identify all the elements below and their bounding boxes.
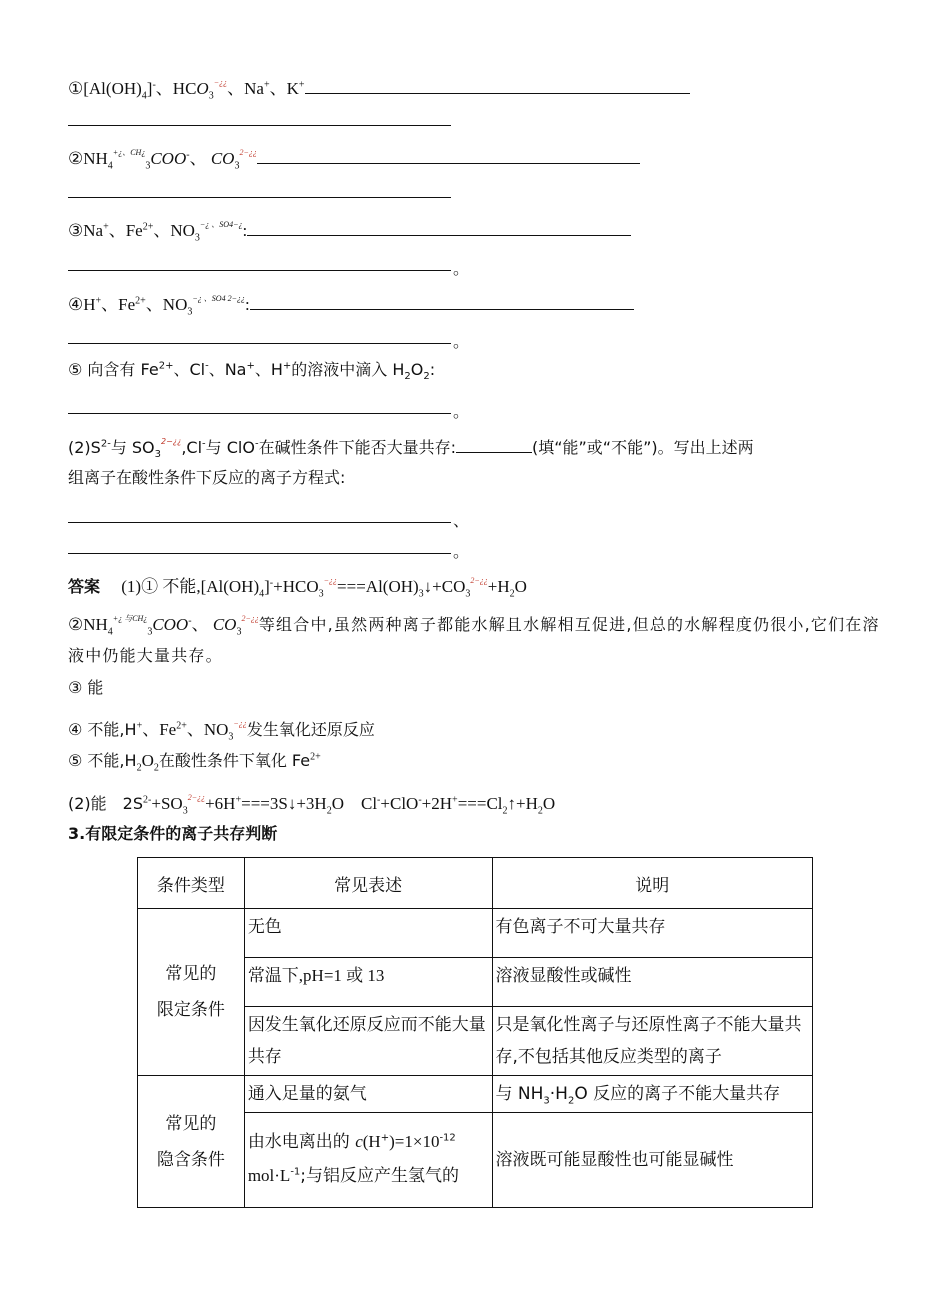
q1-answer-blank[interactable] (305, 79, 690, 94)
header-condition-type: 条件类型 (138, 858, 245, 909)
answer-6-j: O (542, 794, 556, 813)
q2-sub4: 4 (107, 160, 113, 172)
row5-sup1: + (380, 1132, 390, 1144)
answer-5-sub1: 2 (136, 762, 142, 774)
q2-ch-sup: CH¿ (130, 148, 146, 157)
row5-sup3: -1 (290, 1166, 301, 1178)
row5-note: 溶液既可能显酸性也可能显碱性 (492, 1113, 813, 1208)
answer-1-d: ===Al(OH) (337, 577, 419, 596)
q3-colon: : (242, 221, 248, 240)
question-3 (68, 214, 631, 242)
part2-period: 。 (453, 544, 470, 561)
group-hidden-conditions (138, 1076, 245, 1208)
answer-4 (68, 713, 375, 741)
answer-1-f: +H (487, 577, 510, 596)
row5-expr-e: ;与铝反应产生氢气的 (300, 1166, 460, 1186)
part2-clo-sup: - (254, 438, 259, 450)
q1-na-plus: + (263, 79, 270, 91)
answer-1-c: +HCO (273, 577, 319, 596)
section-3-title: 3.有限定条件的离子共存判断 (68, 824, 278, 843)
answer-4-a: ④ 不能,H (68, 720, 137, 739)
q5-cl: 、Cl (173, 360, 206, 379)
answer-6-sub2: 2 (326, 805, 332, 817)
q1-hco: 、HC (155, 79, 197, 98)
row4-note (492, 1076, 813, 1113)
q5-rest: 的溶液中滴入 H (291, 360, 405, 379)
answer-5-sub2: 2 (153, 762, 159, 774)
q4-text: ④H (68, 295, 96, 314)
answer-1-e: ↓+CO (423, 577, 466, 596)
answer-6-i: ↑+H (507, 794, 538, 813)
q4-sub3: 3 (187, 306, 193, 318)
conditions-table (137, 857, 813, 1208)
part2-equation-line-1[interactable] (68, 522, 451, 523)
part2-text-d: 与 ClO (205, 438, 255, 457)
group1-line2: 限定条件 (156, 1000, 225, 1020)
answer-4-sup1: + (136, 720, 143, 732)
row4-sub2: 2 (567, 1095, 575, 1107)
q5-period: 。 (453, 404, 470, 421)
answer-6-c: +6H (205, 794, 236, 813)
q1-minus: - (152, 79, 156, 91)
answer-6-sub2b: 2 (502, 805, 508, 817)
q5-answer-line[interactable] (68, 413, 451, 414)
row2-expression-text: 常温下,pH=1 或 13 (247, 966, 385, 985)
answer-5-sup: 2+ (310, 751, 321, 763)
q3-sub3: 3 (194, 232, 200, 244)
table-header-row (138, 858, 813, 909)
answer-4-c: 、NO (186, 720, 229, 739)
q4-sup: −¿ 、SO (192, 294, 222, 303)
row4-note-c: O 反应的离子不能大量共存 (574, 1084, 781, 1104)
row4-note-b: ·H (549, 1084, 568, 1104)
row5-expr-c: )=1×10 (389, 1132, 440, 1151)
answer-label: 答案 (68, 577, 101, 596)
answer-2 (68, 603, 882, 671)
answer-1-sub3b: 3 (418, 588, 424, 600)
group1-line1: 常见的 (165, 964, 217, 984)
q1-text: ①[Al(OH) (68, 79, 142, 98)
table-row (138, 1076, 813, 1113)
q5-fe-sup: 2+ (158, 360, 174, 372)
q2-sep: 、 (189, 149, 207, 168)
answer-6-sup5: - (418, 794, 422, 806)
q3-plus: + (103, 221, 109, 233)
answer-1-g: O (514, 577, 527, 596)
table-row (138, 909, 813, 958)
q3-fe-sup: 2+ (142, 221, 154, 233)
answer-2-sep: 、 (191, 615, 209, 634)
q4-answer-blank[interactable] (250, 295, 634, 310)
q4-answer-line[interactable] (68, 343, 451, 344)
part2-sub3: 3 (154, 449, 162, 461)
q3-text: ③Na (68, 221, 104, 240)
part2-sup: 2−¿¿ (161, 437, 182, 446)
q4-so-sup: 4 2−¿¿ (221, 294, 245, 303)
answer-2-lead: ②NH (68, 615, 108, 634)
part2-text-b: 与 SO (110, 438, 155, 457)
q5-h: 、H (254, 360, 283, 379)
answer-6-b: +SO (151, 794, 183, 813)
q2-sub3b: 3 (234, 160, 240, 172)
group2-line2: 隐含条件 (156, 1149, 225, 1170)
answer-1-a: (1)① 不能,[Al(OH) (121, 577, 260, 596)
q5-cl-sup: - (205, 360, 209, 372)
question-5 (68, 359, 435, 381)
row4-expression: 通入足量的氨气 (244, 1076, 492, 1113)
group2-line1: 常见的 (165, 1113, 217, 1134)
answer-1-sub3c: 3 (465, 588, 471, 600)
answer-1-sub3: 3 (318, 588, 324, 600)
part2-line1 (68, 431, 754, 459)
answer-5-b: O (141, 751, 154, 770)
q3-no: 、NO (153, 221, 195, 240)
answer-6-g: +2H (421, 794, 453, 813)
part2-text-f: (填“能”或“不能”)。写出上述两 (531, 438, 754, 457)
q5-h-sup: + (282, 360, 292, 372)
part2-answer-blank[interactable] (456, 438, 532, 453)
q2-coo: COO (150, 149, 187, 168)
q4-colon: : (244, 295, 250, 314)
answer-2-sup: +¿ 与CH¿ (112, 614, 148, 623)
row5-expr-b: (H (362, 1132, 381, 1151)
q4-plus: + (95, 295, 102, 307)
q1-answer-line[interactable] (68, 125, 451, 126)
answer-6-h: ===Cl (457, 794, 503, 813)
row3-expression: 因发生氧化还原反应而不能大量共存 (244, 1007, 492, 1076)
header-explanation: 说明 (492, 858, 813, 909)
q4-no: 、NO (145, 295, 188, 314)
row4-sub3: 3 (543, 1095, 550, 1107)
answer-5-c: 在酸性条件下氧化 Fe (158, 751, 311, 770)
answer-2-sub4: 4 (107, 626, 113, 638)
answer-4-sub3: 3 (228, 731, 234, 743)
answer-1-sup: - (269, 577, 274, 589)
answer-4-sup3: −¿¿ (233, 719, 247, 728)
answer-5 (68, 750, 321, 772)
part2-text-a: (2)S (68, 438, 101, 457)
answer-line-1 (68, 570, 527, 598)
answer-2-sub3b: 3 (236, 626, 242, 638)
q2-co: CO (210, 149, 235, 168)
q5-text: ⑤ 向含有 Fe (68, 360, 159, 379)
part2-line2: 组离子在酸性条件下反应的离子方程式: (68, 468, 346, 487)
q1-k: 、K (269, 79, 299, 98)
row5-sup2: -12 (439, 1132, 456, 1144)
q1-bracket: ] (146, 79, 153, 98)
answer-1-sub4: 4 (259, 588, 265, 600)
row3-note: 只是氧化性离子与还原性离子不能大量共存,不包括其他反应类型的离子 (492, 1007, 813, 1076)
header-common-expression: 常见表述 (244, 858, 492, 909)
answer-2-co: CO (212, 615, 237, 634)
answer-2-coo: COO (152, 615, 189, 634)
answer-5-a: ⑤ 不能,H (68, 751, 137, 770)
part2-comma: 、 (453, 513, 470, 530)
q5-sub2b: 2 (423, 371, 430, 383)
answer-1-sup3: 2−¿¿ (470, 576, 488, 585)
q5-colon: : (429, 360, 436, 379)
q3-sup: −¿ 、SO (199, 220, 230, 229)
answer-6-a: (2)能 2S (68, 794, 144, 813)
answer-6-sub2c: 2 (537, 805, 543, 817)
q2-answer-blank[interactable] (257, 149, 640, 164)
answer-6-sup2: 2−¿¿ (187, 793, 206, 802)
answer-2-text: 等组合中,虽然两种离子都能水解且水解相互促进,但总的水解程度仍很小,它们在溶液中仍能大量共存。 (68, 615, 880, 665)
part2-s-sup: 2- (100, 438, 111, 450)
q2-minus: - (186, 149, 190, 161)
q3-fe: 、Fe (108, 221, 143, 240)
row1-expression: 无色 (244, 909, 492, 958)
q2-sup2: 2−¿¿ (239, 148, 257, 157)
q3-period: 。 (453, 261, 470, 278)
q5-o: O (410, 360, 424, 379)
row1-note: 有色离子不可大量共存 (492, 909, 813, 958)
row5-expr-d: mol·L (247, 1166, 291, 1185)
answer-1-sup2: −¿¿ (323, 576, 338, 585)
part2-text-e: 在碱性条件下能否大量共存: (258, 438, 456, 457)
q1-na: 、Na (227, 79, 264, 98)
answer-6-sup1: 2- (143, 794, 152, 806)
answer-4-d: 发生氧化还原反应 (246, 720, 375, 739)
answer-6 (68, 787, 555, 815)
answer-6-sub3: 3 (182, 805, 188, 817)
answer-4-sup2: 2+ (176, 720, 187, 732)
answer-6-d: ===3S↓+3H (241, 794, 327, 813)
q4-fe-sup: 2+ (135, 295, 146, 307)
row4-note-a: 与 NH (495, 1084, 544, 1104)
question-1 (68, 72, 690, 100)
q2-sup: +¿、 (112, 148, 131, 157)
q2-text: ②NH (68, 149, 108, 168)
q4-fe: 、Fe (101, 295, 136, 314)
answer-4-b: 、Fe (142, 720, 177, 739)
row2-expression (244, 958, 492, 1007)
answer-2-minus: - (188, 615, 192, 627)
part2-equation-line-2[interactable] (68, 553, 451, 554)
q1-o: O (196, 79, 209, 98)
q5-na: 、Na (208, 360, 247, 379)
row5-c: c (355, 1132, 363, 1151)
answer-1-b: ] (264, 577, 270, 596)
answer-6-e: O Cl (331, 794, 378, 813)
group-limited-conditions (138, 909, 245, 1076)
answer-6-f: +ClO (380, 794, 419, 813)
row5-expression (244, 1113, 492, 1208)
q3-answer-line[interactable] (68, 270, 451, 271)
answer-6-sup6: + (452, 794, 458, 806)
answer-2-sub3: 3 (147, 626, 153, 638)
q1-sub3: 3 (208, 90, 214, 102)
answer-1-sub2: 2 (509, 588, 515, 600)
q5-na-sup: + (246, 360, 255, 372)
q3-so-sup: 4−¿ (229, 220, 243, 229)
question-4 (68, 288, 634, 316)
q1-redsup: −¿¿ (213, 78, 228, 87)
part2-cl-sup: - (202, 438, 206, 450)
q2-sub3: 3 (145, 160, 151, 172)
q4-period: 。 (453, 334, 470, 351)
row5-expr-a: 由水电离出的 (247, 1132, 356, 1152)
question-2 (68, 142, 640, 170)
q2-answer-line[interactable] (68, 197, 451, 198)
q5-sub2: 2 (404, 371, 411, 383)
answer-2-sup2: 2−¿¿ (241, 614, 259, 623)
q3-answer-blank[interactable] (247, 221, 631, 236)
part2-text-c: ,Cl (181, 438, 203, 457)
row2-note: 溶液显酸性或碱性 (492, 958, 813, 1007)
answer-3: ③ 能 (68, 678, 104, 697)
answer-6-sup4: - (377, 794, 381, 806)
q1-sub: 4 (141, 90, 147, 102)
q1-k-plus: + (298, 79, 305, 91)
answer-6-sup3: + (235, 794, 242, 806)
